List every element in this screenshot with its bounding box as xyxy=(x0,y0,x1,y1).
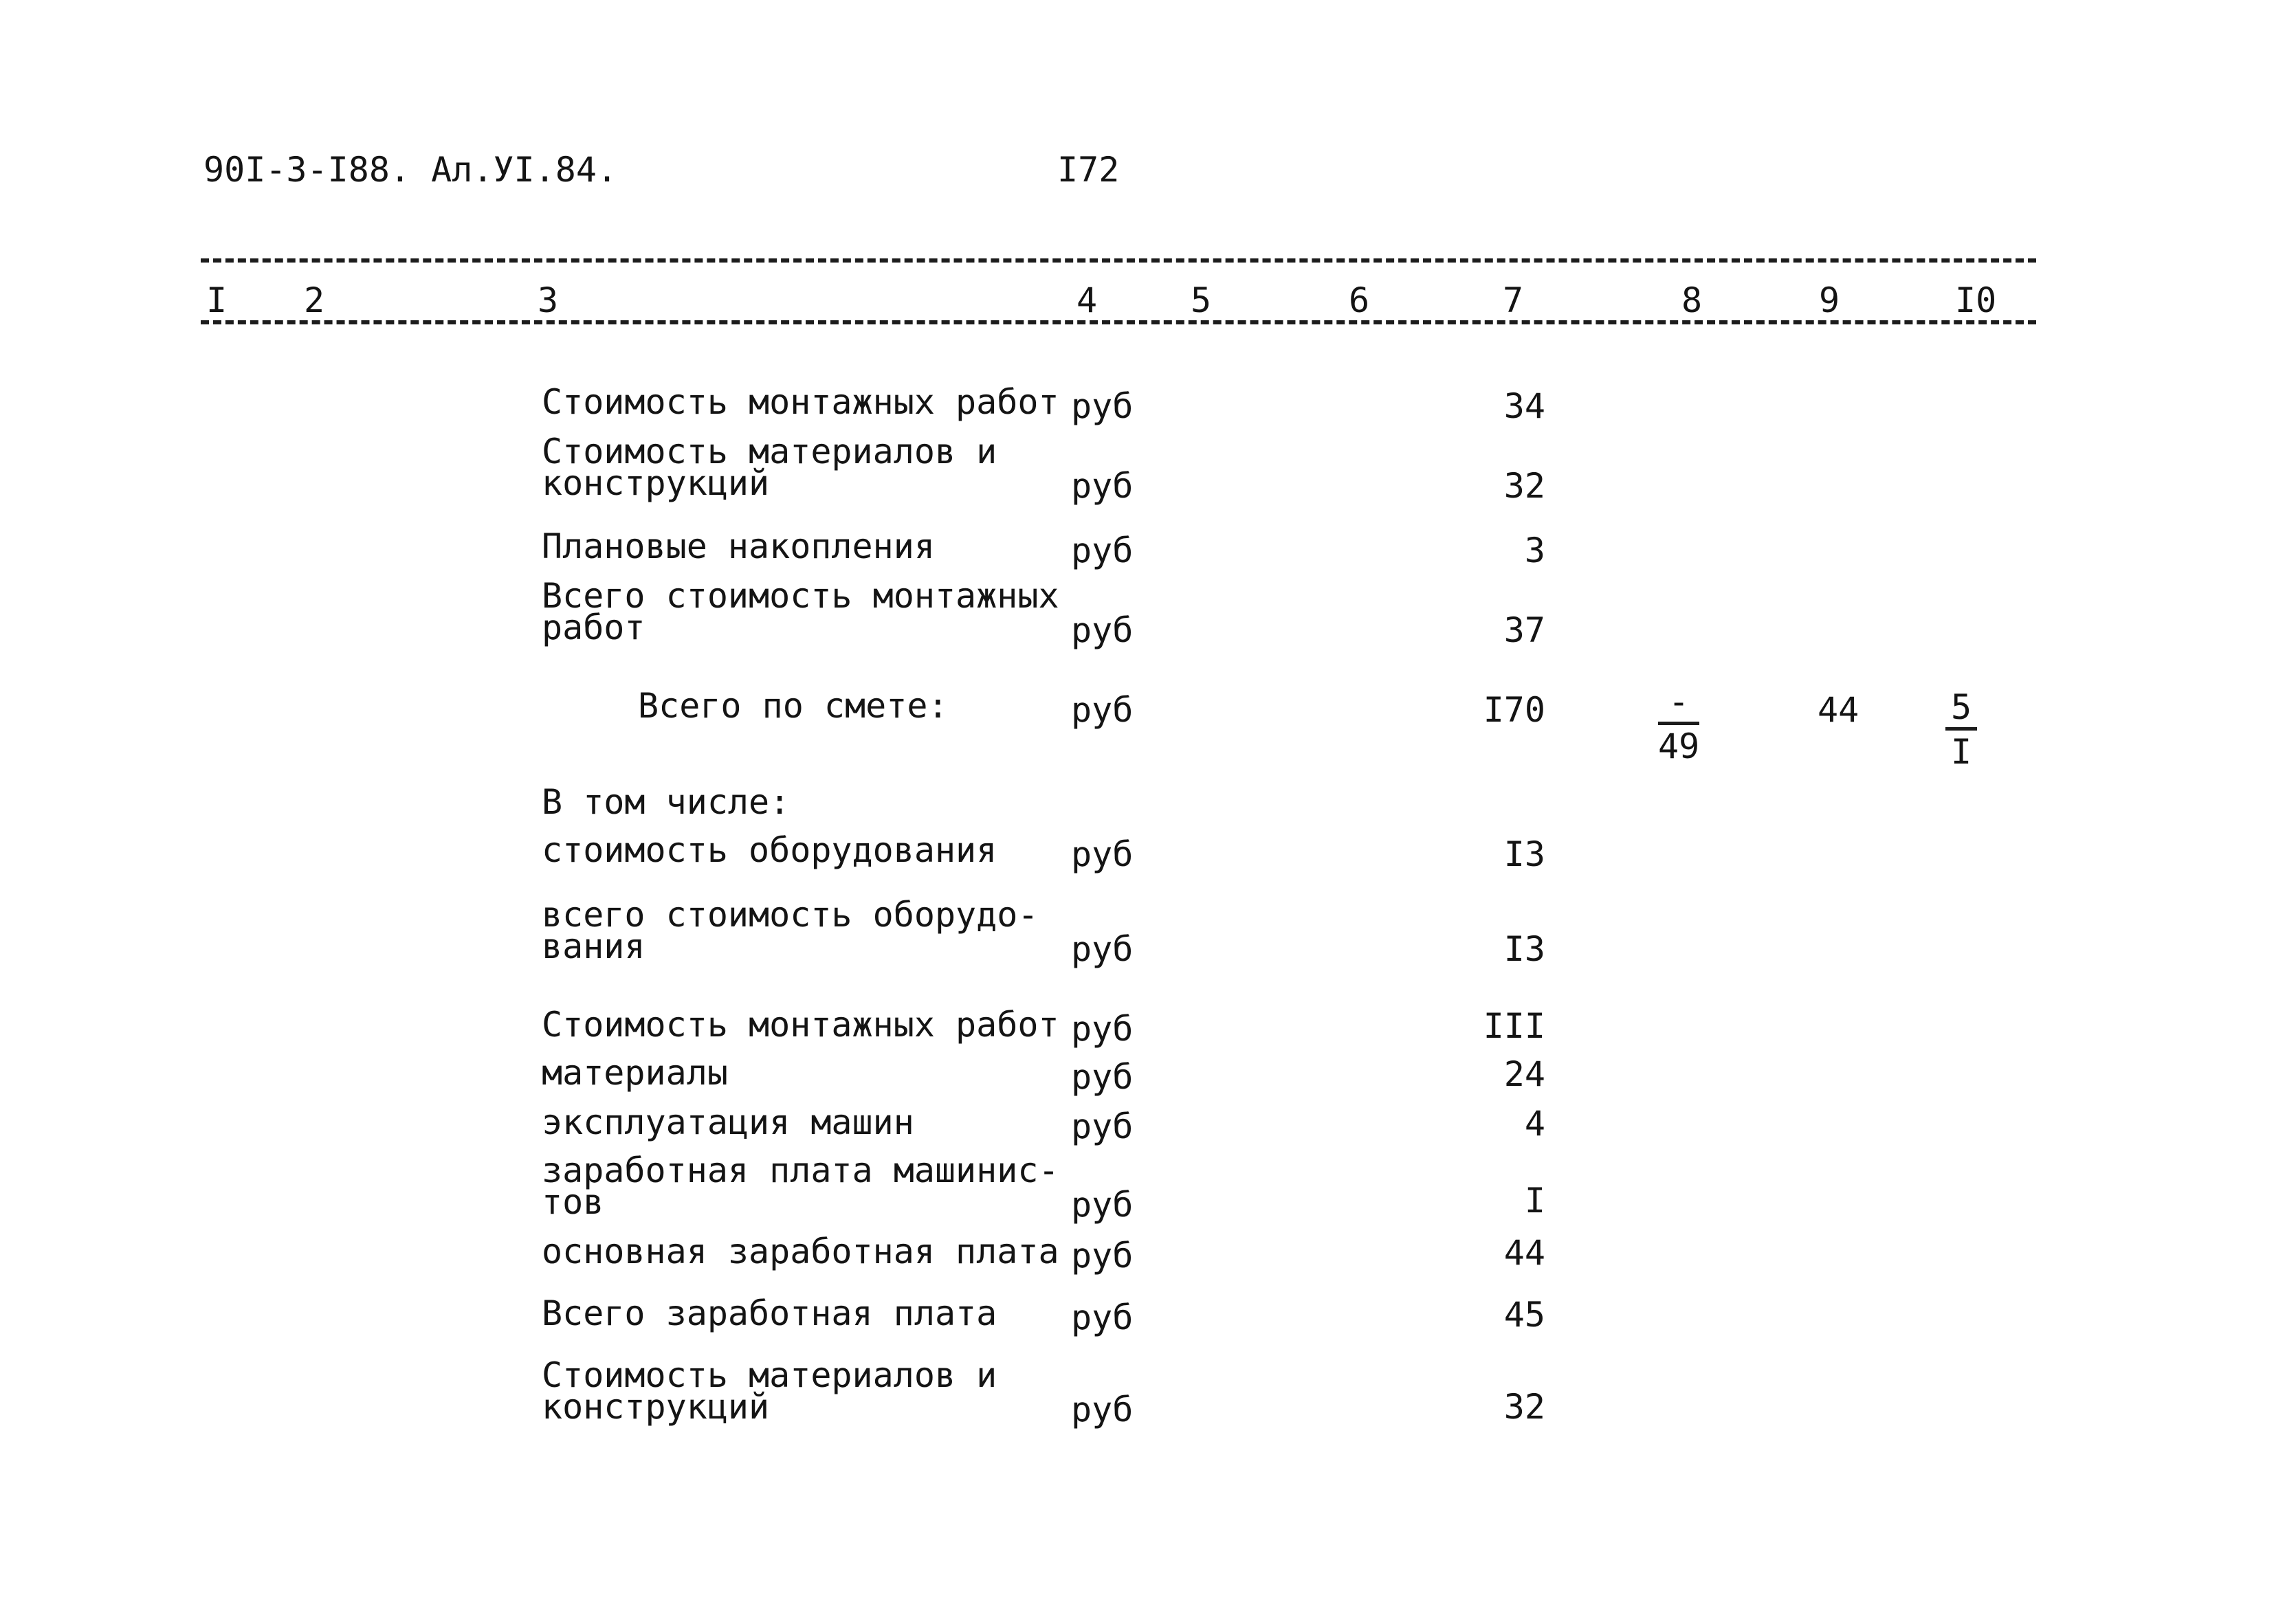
row-unit: руб xyxy=(1071,1106,1134,1146)
column-header-5: 5 xyxy=(1191,280,1212,320)
row-label: основная заработная плата xyxy=(542,1232,1059,1271)
row-value: III xyxy=(1483,1006,1545,1046)
total-col10-fraction xyxy=(1945,687,1977,772)
row-unit: руб xyxy=(1071,466,1134,506)
page-number: I72 xyxy=(1057,150,1120,190)
row-label: эксплуатация машин xyxy=(542,1102,914,1142)
row-value: 34 xyxy=(1503,386,1545,426)
row-unit: руб xyxy=(1071,1390,1134,1430)
row-unit: руб xyxy=(1071,929,1134,969)
row-unit: руб xyxy=(1071,834,1134,874)
row-unit: руб xyxy=(1071,1185,1134,1225)
row-value: 37 xyxy=(1503,610,1545,650)
document-code: 90I-3-I88. Ал.УI.84. xyxy=(203,150,618,190)
row-value: 32 xyxy=(1503,1387,1545,1427)
row-label: стоимость оборудования xyxy=(542,830,997,870)
row-value: 32 xyxy=(1503,466,1545,506)
total-label: Всего по смете: xyxy=(638,686,949,726)
row-unit: руб xyxy=(1071,1298,1134,1337)
fraction-numerator: 5 xyxy=(1945,690,1977,731)
total-value: I70 xyxy=(1483,690,1545,730)
row-value: 45 xyxy=(1503,1295,1545,1335)
row-label: Стоимость монтажных работ xyxy=(542,382,1059,422)
column-header-10: I0 xyxy=(1955,280,1997,320)
row-value: 44 xyxy=(1503,1233,1545,1273)
row-value: I3 xyxy=(1503,834,1545,874)
column-header-1: I xyxy=(206,280,228,320)
row-unit: руб xyxy=(1071,690,1134,730)
header-rule-top xyxy=(201,258,2036,263)
column-header-9: 9 xyxy=(1819,280,1840,320)
row-unit: руб xyxy=(1071,1236,1134,1276)
row-value: 4 xyxy=(1524,1104,1545,1144)
header-rule-bottom xyxy=(201,320,2036,324)
fraction-denominator: I xyxy=(1951,732,1972,772)
fraction-numerator: - xyxy=(1658,685,1699,725)
row-label: Стоимость материалов и конструкций xyxy=(542,1355,997,1427)
row-value: 3 xyxy=(1524,531,1545,570)
row-value: I3 xyxy=(1503,929,1545,969)
row-label: Стоимость монтажных работ xyxy=(542,1005,1059,1045)
total-col9-value: 44 xyxy=(1818,690,1859,730)
row-label: заработная плата машинис- тов xyxy=(542,1150,1059,1222)
section-caption: В том числе: xyxy=(542,782,791,822)
row-label: Плановые накопления xyxy=(542,526,935,566)
total-col8-fraction xyxy=(1658,682,1700,766)
column-header-7: 7 xyxy=(1503,280,1524,320)
row-label: Стоимость материалов и конструкций xyxy=(542,432,997,503)
row-unit: руб xyxy=(1071,1057,1134,1097)
row-unit: руб xyxy=(1071,386,1134,426)
row-unit: руб xyxy=(1071,531,1134,570)
row-label: всего стоимость оборудо- вания xyxy=(542,895,1039,966)
column-header-8: 8 xyxy=(1681,280,1703,320)
row-label: материалы xyxy=(542,1053,728,1093)
row-label: Всего заработная плата xyxy=(542,1293,997,1333)
row-unit: руб xyxy=(1071,610,1134,650)
row-value: 24 xyxy=(1503,1054,1545,1094)
fraction-denominator: 49 xyxy=(1658,726,1700,766)
column-header-3: 3 xyxy=(538,280,559,320)
column-header-6: 6 xyxy=(1349,280,1370,320)
row-value: I xyxy=(1524,1181,1545,1221)
column-header-2: 2 xyxy=(304,280,325,320)
column-header-4: 4 xyxy=(1077,280,1098,320)
row-unit: руб xyxy=(1071,1009,1134,1049)
row-label: Всего стоимость монтажных работ xyxy=(542,576,1059,647)
